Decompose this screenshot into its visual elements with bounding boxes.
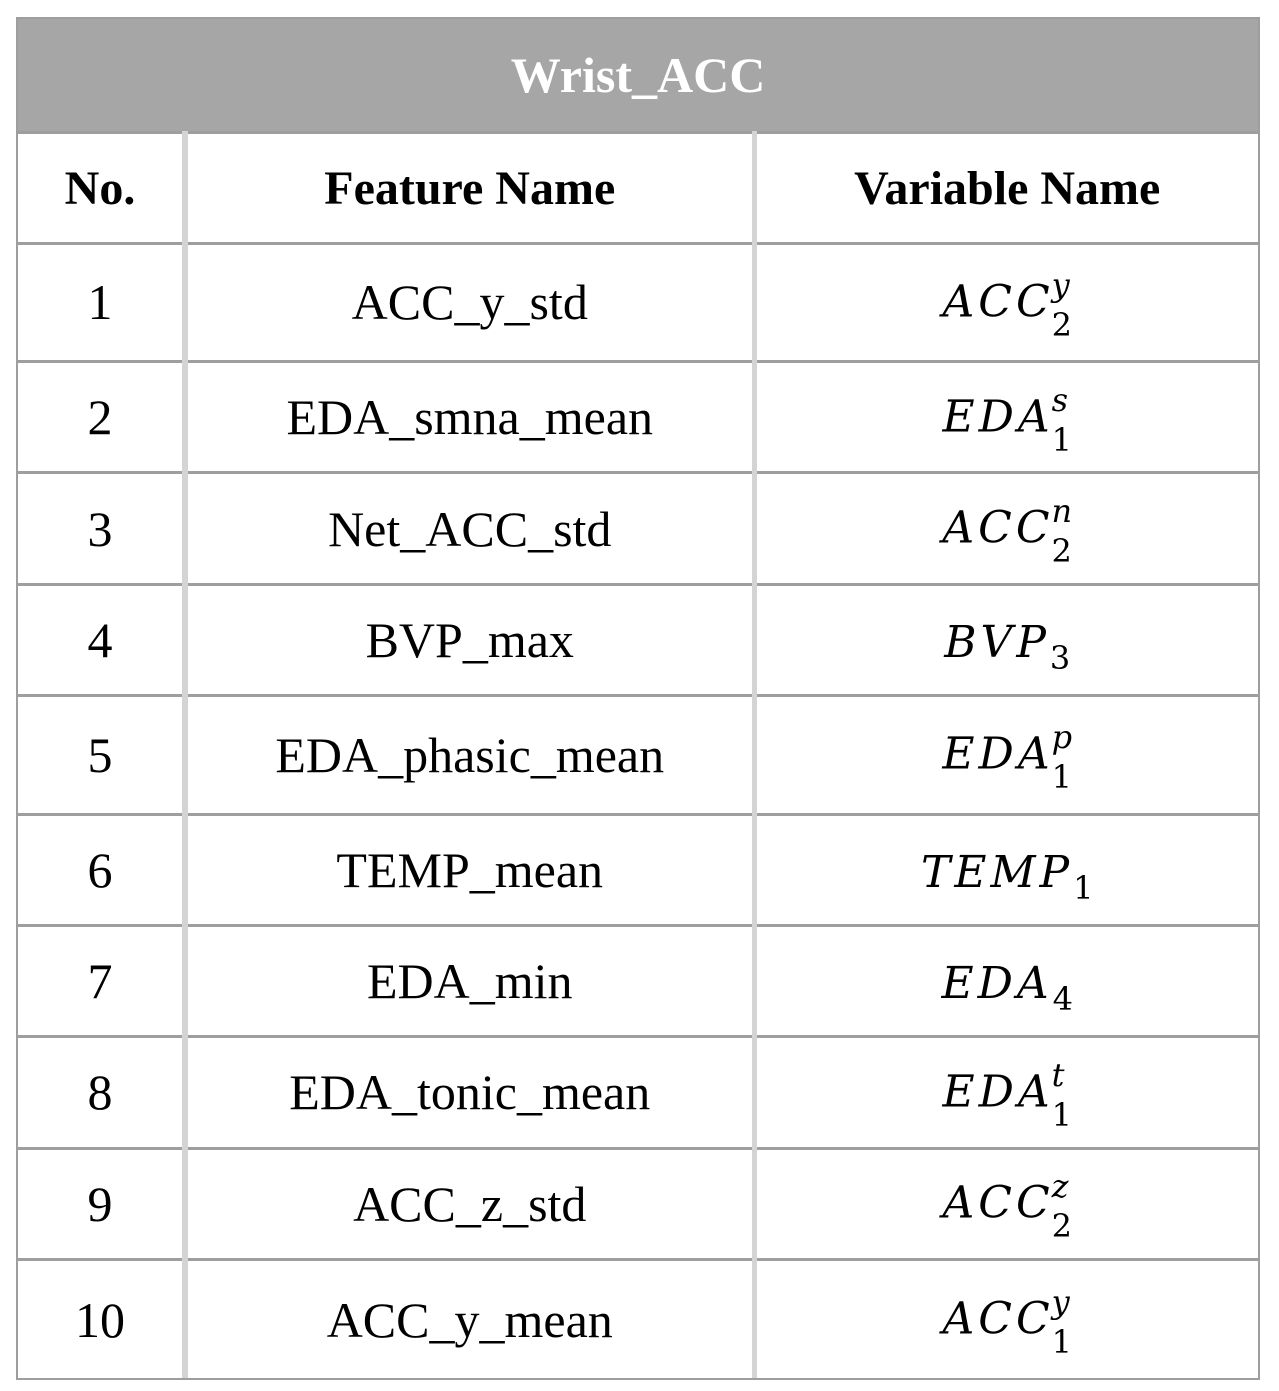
variable-scripts	[1051, 1167, 1072, 1246]
variable-subscript: 1	[1051, 1322, 1072, 1361]
table-row	[18, 1037, 1258, 1148]
variable-scripts	[1051, 1055, 1073, 1134]
variable-subscript: 2	[1051, 1207, 1072, 1246]
cell-variable-name	[754, 473, 1258, 584]
variable-symbol	[942, 718, 1073, 797]
cell-variable-name	[754, 584, 1258, 695]
cell-feature-name: ACC_z_std	[185, 1148, 754, 1259]
variable-superscript: n	[1051, 491, 1073, 530]
header-no: No.	[18, 133, 185, 243]
variable-superscript: t	[1051, 1055, 1065, 1094]
table-header-row	[18, 133, 1258, 243]
cell-no: 5	[18, 696, 185, 814]
cell-no: 4	[18, 584, 185, 695]
cell-feature-name: BVP_max	[185, 584, 754, 695]
variable-symbol	[942, 380, 1073, 459]
cell-variable-name	[754, 243, 1258, 361]
variable-superscript: s	[1051, 380, 1069, 419]
table-row	[18, 696, 1258, 814]
cell-no: 9	[18, 1148, 185, 1259]
header-feature-name: Feature Name	[185, 133, 754, 243]
table-row	[18, 584, 1258, 695]
cell-variable-name	[754, 925, 1258, 1036]
cell-variable-name	[754, 814, 1258, 925]
variable-superscript: z	[1051, 1167, 1069, 1206]
variable-subscript: 1	[1051, 758, 1072, 797]
variable-scripts	[1051, 1282, 1072, 1361]
cell-no: 6	[18, 814, 185, 925]
variable-symbol	[921, 846, 1094, 907]
variable-symbol	[941, 958, 1074, 1019]
table-row	[18, 473, 1258, 584]
variable-base: TEMP	[921, 846, 1074, 898]
cell-variable-name	[754, 696, 1258, 814]
table-row	[18, 243, 1258, 361]
variable-base: EDA	[942, 728, 1054, 780]
variable-symbol	[942, 1055, 1073, 1134]
variable-base: ACC	[942, 502, 1054, 554]
variable-subscript: 2	[1051, 305, 1072, 344]
variable-subscript: 4	[1052, 980, 1074, 1019]
cell-feature-name: Net_ACC_std	[185, 473, 754, 584]
table-title: Wrist_ACC	[18, 19, 1258, 133]
cell-no: 10	[18, 1260, 185, 1378]
cell-variable-name	[754, 1148, 1258, 1259]
cell-feature-name: EDA_smna_mean	[185, 362, 754, 473]
variable-subscript: 2	[1051, 531, 1072, 570]
cell-variable-name	[754, 1037, 1258, 1148]
cell-variable-name	[754, 1260, 1258, 1378]
table-title-row	[18, 19, 1258, 133]
variable-superscript: y	[1051, 265, 1070, 304]
variable-symbol	[942, 265, 1072, 344]
variable-scripts	[1051, 718, 1073, 797]
variable-subscript: 1	[1051, 420, 1073, 459]
table-row	[18, 362, 1258, 473]
variable-subscript: 3	[1049, 639, 1071, 678]
variable-base: EDA	[941, 958, 1053, 1010]
variable-subscript: 1	[1051, 1095, 1073, 1134]
variable-subscript: 1	[1073, 868, 1094, 907]
cell-no: 7	[18, 925, 185, 1036]
variable-scripts	[1051, 265, 1072, 344]
variable-symbol	[942, 491, 1073, 570]
variable-scripts	[1051, 491, 1073, 570]
variable-symbol	[942, 1282, 1072, 1361]
cell-feature-name: EDA_min	[185, 925, 754, 1036]
cell-feature-name: ACC_y_mean	[185, 1260, 754, 1378]
cell-no: 8	[18, 1037, 185, 1148]
cell-no: 3	[18, 473, 185, 584]
variable-base: EDA	[942, 1066, 1054, 1118]
variable-symbol	[944, 617, 1071, 678]
cell-variable-name	[754, 362, 1258, 473]
cell-no: 2	[18, 362, 185, 473]
cell-no: 1	[18, 243, 185, 361]
feature-table	[18, 19, 1258, 1378]
table-row	[18, 1260, 1258, 1378]
variable-superscript: y	[1051, 1282, 1070, 1321]
table-row	[18, 925, 1258, 1036]
cell-feature-name: TEMP_mean	[185, 814, 754, 925]
variable-symbol	[942, 1167, 1072, 1246]
variable-base: EDA	[942, 391, 1054, 443]
cell-feature-name: EDA_phasic_mean	[185, 696, 754, 814]
variable-base: BVP	[944, 617, 1050, 669]
feature-table-container	[16, 17, 1260, 1380]
variable-superscript: p	[1051, 718, 1073, 757]
table-row	[18, 1148, 1258, 1259]
cell-feature-name: EDA_tonic_mean	[185, 1037, 754, 1148]
cell-feature-name: ACC_y_std	[185, 243, 754, 361]
header-variable-name: Variable Name	[754, 133, 1258, 243]
variable-base: ACC	[942, 1293, 1054, 1345]
table-row	[18, 814, 1258, 925]
variable-scripts	[1051, 380, 1073, 459]
variable-base: ACC	[942, 1177, 1054, 1229]
variable-base: ACC	[942, 276, 1054, 328]
